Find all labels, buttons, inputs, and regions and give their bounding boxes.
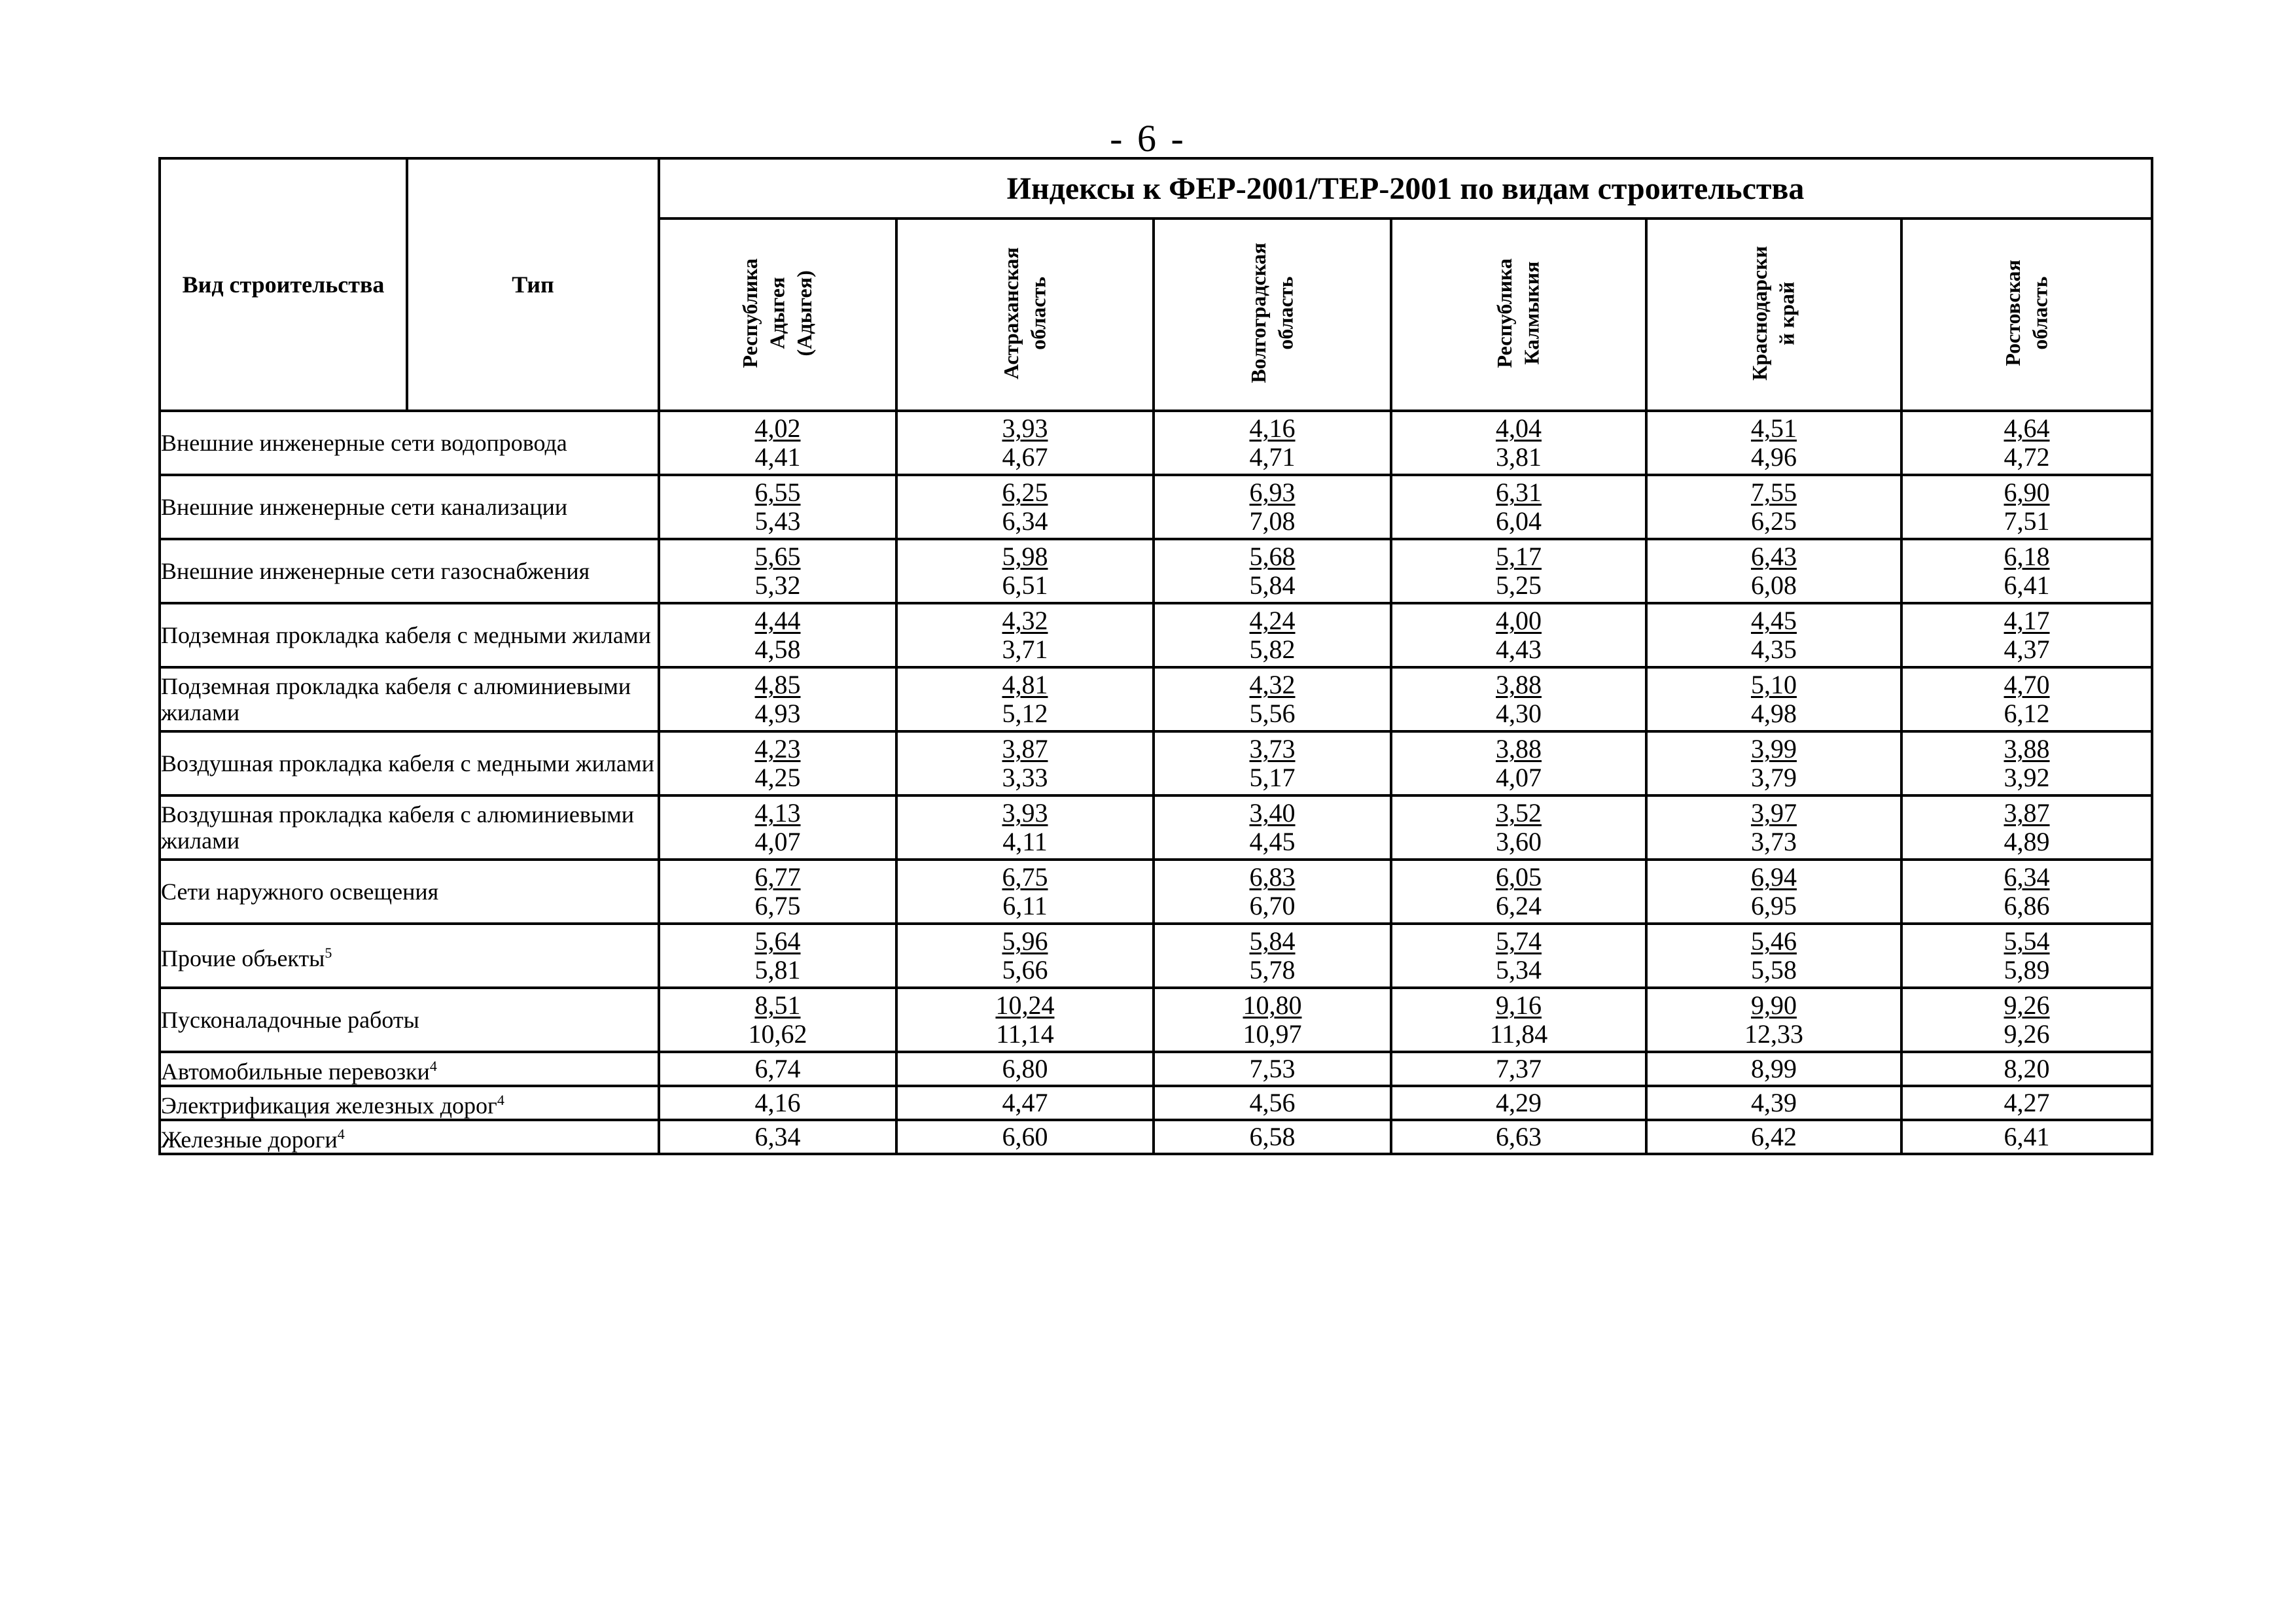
value-bottom: 5,81 [754, 955, 801, 985]
value-top: 9,90 [1751, 990, 1797, 1020]
value-cell [1154, 731, 1391, 795]
value-bottom: 4,89 [2004, 827, 2050, 856]
value-cell [1391, 603, 1646, 667]
value-bottom: 9,26 [2004, 1019, 2050, 1049]
value-cell [1391, 667, 1646, 731]
value-cell [896, 603, 1154, 667]
value-bottom: 5,12 [1002, 699, 1048, 728]
value-bottom: 4,25 [754, 763, 801, 792]
value-cell [1154, 667, 1391, 731]
value-cell [896, 795, 1154, 860]
value-cell [1646, 795, 1901, 860]
row-label: Сети наружного освещения [160, 860, 659, 924]
value-bottom: 3,33 [1002, 763, 1048, 792]
value-cell: 4,27 [1901, 1086, 2152, 1120]
table-row [160, 667, 2152, 731]
table-row [160, 988, 2152, 1052]
value-bottom: 6,34 [1002, 506, 1048, 536]
value-bottom: 6,95 [1751, 891, 1797, 920]
value-cell [1646, 603, 1901, 667]
value-cell: 4,29 [1391, 1086, 1646, 1120]
value-cell: 6,42 [1646, 1120, 1901, 1154]
value-bottom: 4,41 [754, 442, 801, 472]
value-bottom: 5,34 [1496, 955, 1542, 985]
value-cell: 6,60 [896, 1120, 1154, 1154]
value-top: 6,90 [2004, 478, 2050, 507]
value-cell [1391, 475, 1646, 539]
region-header-rostov: Ростовская область [1901, 218, 2152, 411]
value-cell [1646, 539, 1901, 603]
value-bottom: 3,60 [1496, 827, 1542, 856]
value-top: 6,31 [1496, 478, 1542, 507]
value-cell [1901, 795, 2152, 860]
value-top: 4,04 [1496, 413, 1542, 443]
value-cell [896, 731, 1154, 795]
value-bottom: 3,79 [1751, 763, 1797, 792]
value-bottom: 4,43 [1496, 635, 1542, 664]
value-top: 6,83 [1249, 862, 1296, 892]
table-row [160, 539, 2152, 603]
value-top: 8,51 [754, 990, 801, 1020]
value-top: 5,10 [1751, 670, 1797, 699]
page-number: - 6 - [1110, 117, 1186, 160]
value-bottom: 4,71 [1249, 442, 1296, 472]
value-top: 5,17 [1496, 542, 1542, 571]
value-bottom: 6,70 [1249, 891, 1296, 920]
value-top: 3,40 [1249, 798, 1296, 828]
value-bottom: 5,25 [1496, 570, 1542, 600]
value-bottom: 6,12 [2004, 699, 2050, 728]
table-row [160, 1120, 2152, 1154]
value-bottom: 6,11 [1002, 891, 1048, 920]
value-bottom: 11,84 [1489, 1019, 1548, 1049]
value-bottom: 4,07 [1496, 763, 1542, 792]
value-bottom: 6,86 [2004, 891, 2050, 920]
table-row [160, 731, 2152, 795]
value-cell [896, 667, 1154, 731]
value-cell [1901, 860, 2152, 924]
value-cell [1391, 731, 1646, 795]
value-cell [1901, 924, 2152, 988]
table-row [160, 860, 2152, 924]
table-row [160, 475, 2152, 539]
value-cell: 7,37 [1391, 1052, 1646, 1086]
value-bottom: 5,82 [1249, 635, 1296, 664]
value-cell [1901, 411, 2152, 475]
value-top: 4,00 [1496, 606, 1542, 635]
value-top: 3,99 [1751, 734, 1797, 763]
value-cell [896, 411, 1154, 475]
row-label: Внешние инженерные сети водопровода [160, 411, 659, 475]
value-top: 6,93 [1249, 478, 1296, 507]
value-cell [1901, 988, 2152, 1052]
value-top: 3,87 [1002, 734, 1048, 763]
value-bottom: 5,89 [2004, 955, 2050, 985]
value-top: 6,05 [1496, 862, 1542, 892]
value-cell [1391, 411, 1646, 475]
value-bottom: 4,30 [1496, 699, 1542, 728]
region-header-krasnodar: Краснодарски й край [1646, 218, 1901, 411]
value-top: 4,64 [2004, 413, 2050, 443]
value-bottom: 12,33 [1744, 1019, 1803, 1049]
value-cell [896, 475, 1154, 539]
value-top: 4,17 [2004, 606, 2050, 635]
row-label: Пусконаладочные работы [160, 988, 659, 1052]
value-cell: 8,99 [1646, 1052, 1901, 1086]
row-label: Воздушная прокладка кабеля с медными жилами [160, 731, 659, 795]
value-cell: 6,80 [896, 1052, 1154, 1086]
value-bottom: 10,97 [1243, 1019, 1302, 1049]
row-label: Прочие объекты$^5$ [160, 924, 659, 988]
value-bottom: 4,35 [1751, 635, 1797, 664]
value-top: 5,84 [1249, 926, 1296, 956]
value-cell [1154, 475, 1391, 539]
value-top: 4,16 [1249, 413, 1296, 443]
value-cell: 6,41 [1901, 1120, 2152, 1154]
value-top: 4,02 [754, 413, 801, 443]
row-label: Внешние инженерные сети газоснабжения [160, 539, 659, 603]
value-cell [896, 924, 1154, 988]
value-bottom: 3,71 [1002, 635, 1048, 664]
value-top: 10,80 [1243, 990, 1302, 1020]
table-row [160, 1052, 2152, 1086]
value-cell [1154, 539, 1391, 603]
value-top: 6,18 [2004, 542, 2050, 571]
value-cell [659, 988, 896, 1052]
index-table [158, 157, 2153, 1155]
value-bottom: 7,08 [1249, 506, 1296, 536]
value-cell [1646, 411, 1901, 475]
table-row [160, 924, 2152, 988]
value-bottom: 4,11 [1002, 827, 1048, 856]
value-cell [1646, 924, 1901, 988]
row-label: Подземная прокладка кабеля с алюминиевыми жилами [160, 667, 659, 731]
value-bottom: 6,08 [1751, 570, 1797, 600]
value-cell: 4,56 [1154, 1086, 1391, 1120]
value-cell [1901, 475, 2152, 539]
footnote-marker: 4 [337, 1126, 345, 1142]
value-bottom: 5,66 [1002, 955, 1048, 985]
value-cell: 4,16 [659, 1086, 896, 1120]
value-bottom: 5,17 [1249, 763, 1296, 792]
value-top: 5,74 [1496, 926, 1542, 956]
value-cell [659, 731, 896, 795]
value-top: 3,93 [1002, 413, 1048, 443]
value-cell [659, 603, 896, 667]
value-bottom: 4,72 [2004, 442, 2050, 472]
value-cell: 4,47 [896, 1086, 1154, 1120]
value-cell [659, 667, 896, 731]
row-label: Автомобильные перевозки$^4$ [160, 1052, 659, 1086]
value-top: 4,81 [1002, 670, 1048, 699]
value-top: 3,97 [1751, 798, 1797, 828]
value-top: 6,34 [2004, 862, 2050, 892]
value-top: 4,24 [1249, 606, 1296, 635]
row-label: Электрификация железных дорог$^4$ [160, 1086, 659, 1120]
value-cell: 8,20 [1901, 1052, 2152, 1086]
value-bottom: 4,58 [754, 635, 801, 664]
value-top: 4,45 [1751, 606, 1797, 635]
value-cell [1901, 731, 2152, 795]
value-bottom: 5,43 [754, 506, 801, 536]
value-bottom: 5,58 [1751, 955, 1797, 985]
header-main-title: Индексы к ФЕР-2001/ТЕР-2001 по видам строительства [659, 158, 2152, 218]
value-cell [659, 860, 896, 924]
value-bottom: 3,73 [1751, 827, 1797, 856]
value-cell [659, 539, 896, 603]
value-cell [659, 475, 896, 539]
value-cell [1154, 860, 1391, 924]
value-bottom: 7,51 [2004, 506, 2050, 536]
value-top: 5,98 [1002, 542, 1048, 571]
footnote-marker: 4 [429, 1058, 437, 1074]
value-bottom: 5,56 [1249, 699, 1296, 728]
value-cell [659, 924, 896, 988]
value-top: 4,70 [2004, 670, 2050, 699]
value-cell [1646, 667, 1901, 731]
value-bottom: 3,92 [2004, 763, 2050, 792]
region-header-volgograd: Волгоградская область [1154, 218, 1391, 411]
value-top: 7,55 [1751, 478, 1797, 507]
value-cell [659, 795, 896, 860]
value-cell [896, 988, 1154, 1052]
header-vid-stroitelstva: Вид строительства [160, 158, 407, 411]
value-cell [1154, 795, 1391, 860]
region-header-kalmykia: Республика Калмыкия [1391, 218, 1646, 411]
value-top: 3,88 [1496, 670, 1542, 699]
value-bottom: 3,81 [1496, 442, 1542, 472]
value-bottom: 6,25 [1751, 506, 1797, 536]
value-top: 4,51 [1751, 413, 1797, 443]
value-cell [1646, 475, 1901, 539]
value-bottom: 4,98 [1751, 699, 1797, 728]
value-cell [1901, 539, 2152, 603]
value-cell [1154, 411, 1391, 475]
value-top: 6,75 [1002, 862, 1048, 892]
region-header-astrakhan: Астраханская область [896, 218, 1154, 411]
value-top: 3,87 [2004, 798, 2050, 828]
value-top: 3,88 [2004, 734, 2050, 763]
value-bottom: 11,14 [996, 1019, 1054, 1049]
value-top: 3,52 [1496, 798, 1542, 828]
value-top: 5,96 [1002, 926, 1048, 956]
value-top: 4,32 [1249, 670, 1296, 699]
value-cell [1646, 860, 1901, 924]
row-label: Внешние инженерные сети канализации [160, 475, 659, 539]
footnote-marker: 5 [325, 945, 332, 961]
header-tip: Тип [407, 158, 659, 411]
value-top: 6,94 [1751, 862, 1797, 892]
value-cell [1391, 539, 1646, 603]
value-bottom: 4,67 [1002, 442, 1048, 472]
row-label: Железные дороги$^4$ [160, 1120, 659, 1154]
value-top: 6,77 [754, 862, 801, 892]
value-cell: 6,58 [1154, 1120, 1391, 1154]
value-cell [1901, 667, 2152, 731]
value-cell [1901, 603, 2152, 667]
value-cell: 6,63 [1391, 1120, 1646, 1154]
value-top: 6,25 [1002, 478, 1048, 507]
value-cell [1391, 924, 1646, 988]
value-cell [896, 860, 1154, 924]
value-bottom: 6,75 [754, 891, 801, 920]
value-top: 5,65 [754, 542, 801, 571]
value-bottom: 6,24 [1496, 891, 1542, 920]
value-cell: 6,34 [659, 1120, 896, 1154]
value-bottom: 5,78 [1249, 955, 1296, 985]
value-cell [896, 539, 1154, 603]
value-cell [1391, 860, 1646, 924]
value-top: 4,13 [754, 798, 801, 828]
row-label: Подземная прокладка кабеля с медными жилами [160, 603, 659, 667]
table-row [160, 795, 2152, 860]
value-cell: 7,53 [1154, 1052, 1391, 1086]
value-cell [659, 411, 896, 475]
value-bottom: 6,04 [1496, 506, 1542, 536]
table-row [160, 1086, 2152, 1120]
value-top: 3,73 [1249, 734, 1296, 763]
value-bottom: 4,96 [1751, 442, 1797, 472]
value-top: 4,32 [1002, 606, 1048, 635]
row-label: Воздушная прокладка кабеля с алюминиевыми жилами [160, 795, 659, 860]
value-cell [1646, 988, 1901, 1052]
value-top: 6,43 [1751, 542, 1797, 571]
value-bottom: 6,41 [2004, 570, 2050, 600]
value-bottom: 4,07 [754, 827, 801, 856]
table-row [160, 603, 2152, 667]
value-bottom: 5,84 [1249, 570, 1296, 600]
value-top: 5,64 [754, 926, 801, 956]
value-top: 5,54 [2004, 926, 2050, 956]
value-top: 5,68 [1249, 542, 1296, 571]
value-top: 5,46 [1751, 926, 1797, 956]
value-top: 3,88 [1496, 734, 1542, 763]
value-cell [1154, 603, 1391, 667]
value-cell: 6,74 [659, 1052, 896, 1086]
value-top: 10,24 [995, 990, 1055, 1020]
region-header-adygea: Республика Адыгея (Адыгея) [659, 218, 896, 411]
value-bottom: 4,37 [2004, 635, 2050, 664]
value-cell [1646, 731, 1901, 795]
value-top: 9,26 [2004, 990, 2050, 1020]
value-bottom: 10,62 [748, 1019, 807, 1049]
value-top: 6,55 [754, 478, 801, 507]
footnote-marker: 4 [497, 1092, 504, 1108]
value-bottom: 4,93 [754, 699, 801, 728]
value-top: 3,93 [1002, 798, 1048, 828]
value-cell [1154, 924, 1391, 988]
value-top: 4,44 [754, 606, 801, 635]
table-row [160, 411, 2152, 475]
value-top: 4,23 [754, 734, 801, 763]
value-cell [1391, 795, 1646, 860]
value-bottom: 5,32 [754, 570, 801, 600]
value-bottom: 4,45 [1249, 827, 1296, 856]
value-cell [1154, 988, 1391, 1052]
value-cell: 4,39 [1646, 1086, 1901, 1120]
value-top: 9,16 [1496, 990, 1542, 1020]
value-bottom: 6,51 [1002, 570, 1048, 600]
value-top: 4,85 [754, 670, 801, 699]
value-cell [1391, 988, 1646, 1052]
